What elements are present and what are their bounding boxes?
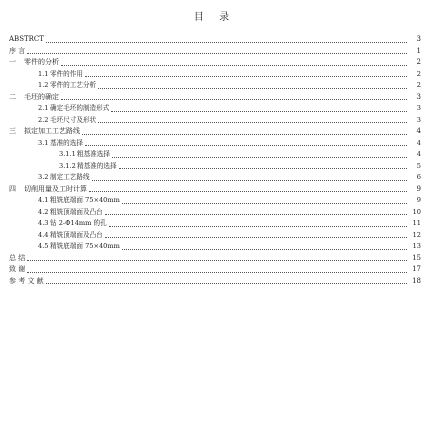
toc-entry[interactable] [9,241,421,253]
toc-entry-page: 4 [416,150,421,158]
toc-entry[interactable] [9,276,421,288]
toc-entry-page: 2 [416,58,421,66]
toc-entry-page: 10 [412,207,421,216]
leader-dots [98,87,407,89]
toc-entry-label: 切削用量及工时计算 [24,184,87,193]
leader-dots [109,225,407,227]
toc-entry-label: 制定工艺路线 [50,173,90,181]
toc-entry[interactable] [9,34,421,46]
toc-entry-page: 3 [416,115,421,124]
toc-entry-number: 2.2 [38,115,49,124]
toc-entry-page: 3 [416,104,421,112]
toc-entry-page: 5 [416,161,421,170]
toc-entry-label: 毛坯的确定 [24,92,59,101]
toc-entry-page: 9 [416,184,421,193]
toc-entry-page: 2 [416,69,421,78]
leader-dots [111,110,407,112]
toc-entry[interactable] [9,218,421,230]
leader-dots [27,52,407,54]
leader-dots [92,179,407,181]
toc-entry-label: 精铣底端面 75×40mm [50,242,120,250]
toc-entry-label: 确定毛坯的制造形式 [50,104,110,112]
leader-dots [112,156,407,158]
toc-entry-page: 9 [416,196,421,204]
toc-entry-number: 二 [9,92,16,101]
toc-entry[interactable] [9,103,421,115]
leader-dots [122,248,407,250]
toc-entry-label: 粗基准选择 [77,150,110,158]
leader-dots [27,259,407,261]
toc-entry-page: 15 [412,253,421,262]
toc-entry-page: 1 [416,46,421,55]
toc-entry-number: 一 [9,58,16,66]
toc-entry-number: 4.2 [38,207,49,216]
toc-entry-page: 13 [412,242,421,250]
leader-dots [119,167,407,169]
toc-entry-page: 3 [416,35,421,43]
leader-dots [105,213,407,215]
toc-entry-number: 2.1 [38,104,49,112]
toc-entry-number: 四 [9,184,16,193]
toc-entry[interactable] [9,80,421,92]
toc-entry-label: 钻 2-Φ14mm 的孔 [50,219,107,227]
toc-entry[interactable] [9,195,421,207]
toc-entry-number: 3.1 [38,138,49,147]
toc-entry-page: 17 [412,265,421,273]
toc-entry-label: 基准的选择 [50,138,83,147]
toc-entry-number: 4.3 [38,219,49,227]
toc-entry-label: 拟定加工工艺路线 [24,127,80,135]
toc-entry[interactable] [9,92,421,104]
toc-entry-label: 参 考 文 献 [9,276,44,285]
toc-entry-label: 总 结 [9,253,26,262]
toc-entry-label: 粗铣顶端面及凸台 [50,207,103,216]
toc-entry-number: 3.2 [38,173,49,181]
toc-entry-label: 零件的工艺分析 [50,81,97,89]
toc-entry-number: 4.5 [38,242,49,250]
toc-entry-label: 序 言 [9,46,26,55]
leader-dots [85,75,407,77]
toc-entry-number: 3.1.2 [59,161,76,170]
toc-entry-page: 4 [416,127,421,135]
toc-entry-page: 12 [412,230,421,239]
toc-entry-label: 零件的作用 [50,69,83,78]
toc-entry[interactable] [9,253,421,265]
toc-entry[interactable] [9,207,421,219]
toc-title: 目 录 [193,12,236,23]
toc-entry[interactable] [9,57,421,69]
toc-entry-number: 1.1 [38,69,49,78]
toc-entry-label: 零件的分析 [24,58,59,66]
leader-dots [46,41,407,43]
toc-entry-number: 三 [9,127,16,135]
toc-entry[interactable] [9,264,421,276]
toc-entry[interactable] [9,138,421,150]
leader-dots [61,64,407,66]
leader-dots [98,121,407,123]
toc-entry[interactable] [9,149,421,161]
toc-entry-number: 3.1.1 [59,150,76,158]
leader-dots [61,98,407,100]
toc-entry-label: 粗铣底端面 75×40mm [50,196,120,204]
toc-entry[interactable] [9,230,421,242]
toc-entry-page: 2 [416,81,421,89]
toc-entry[interactable] [9,184,421,196]
toc-entry[interactable] [9,161,421,173]
toc-entry-number: 4.4 [38,230,49,239]
toc-entry-page: 18 [412,276,421,285]
leader-dots [122,202,407,204]
toc-entry[interactable] [9,46,421,58]
leader-dots [82,133,407,135]
toc-entry-label: 毛坯尺寸及形状 [50,115,97,124]
toc-entry-page: 6 [416,173,421,181]
toc-list [9,34,421,287]
toc-entry[interactable] [9,172,421,184]
toc-entry-page: 11 [412,219,421,227]
leader-dots [46,282,407,284]
leader-dots [105,236,407,238]
toc-entry[interactable] [9,115,421,127]
leader-dots [85,144,407,146]
leader-dots [89,190,407,192]
toc-entry-page: 4 [416,138,421,147]
toc-entry-label: 致 谢 [9,265,26,273]
toc-entry-label: 精基准的选择 [77,161,117,170]
toc-entry-label: ABSTRCT [9,35,44,43]
toc-entry[interactable] [9,69,421,81]
toc-entry-number: 1.2 [38,81,49,89]
toc-entry-page: 3 [416,92,421,101]
toc-entry[interactable] [9,126,421,138]
toc-entry-label: 精铣顶端面及凸台 [50,230,103,239]
toc-entry-number: 4.1 [38,196,49,204]
leader-dots [27,271,407,273]
